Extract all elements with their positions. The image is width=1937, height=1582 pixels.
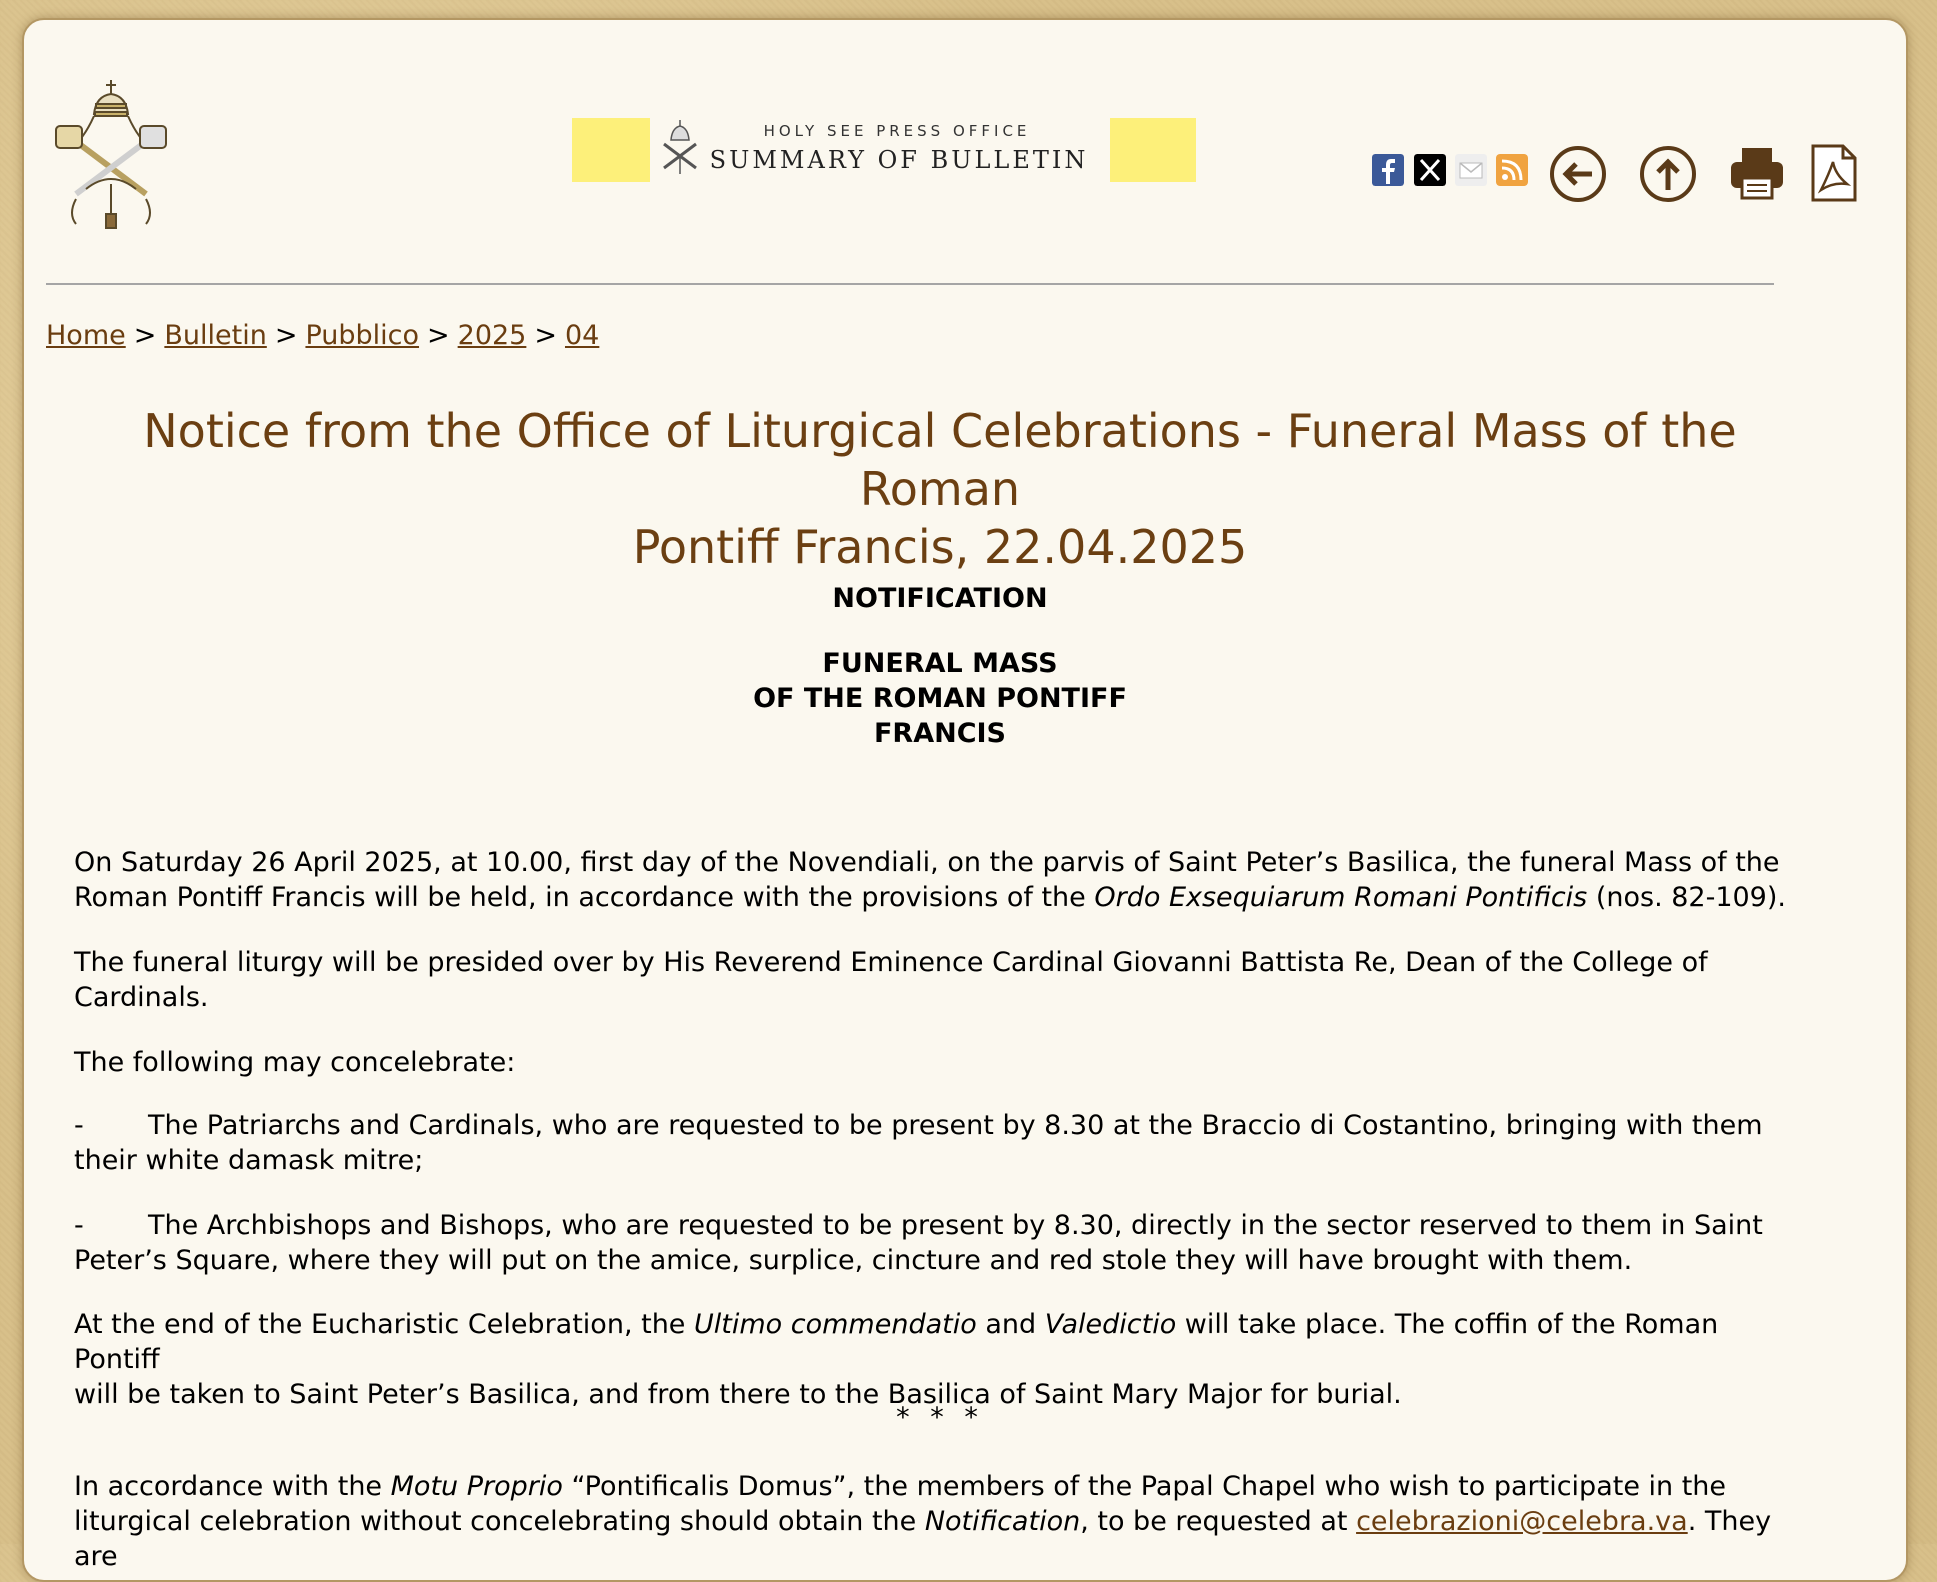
banner-highlight-left — [572, 118, 650, 182]
paragraph-4-line-2: will be taken to Saint Peter’s Basilica, and from there to the Basilica of Saint Mary Major for burial. — [74, 1379, 1402, 1410]
list-item — [74, 1108, 1794, 1178]
banner-line-2: SUMMARY OF BULLETIN — [709, 146, 1089, 174]
pdf-icon[interactable] — [1809, 144, 1859, 202]
p1-text-end: (nos. 82-109). — [1587, 882, 1786, 913]
subheading-line-2: OF THE ROMAN PONTIFF — [753, 683, 1127, 714]
list-item-line-1 — [74, 1108, 1794, 1143]
notification-heading: NOTIFICATION — [832, 583, 1048, 614]
facebook-icon[interactable] — [1372, 154, 1404, 186]
list-item-line-1 — [74, 1208, 1794, 1243]
rss-icon[interactable] — [1496, 154, 1528, 186]
email-icon[interactable] — [1455, 154, 1487, 186]
list-item-line-2: their white damask mitre; — [74, 1145, 424, 1176]
p5-italic-1: Motu Proprio — [390, 1471, 563, 1502]
breadcrumb-bulletin[interactable]: Bulletin — [164, 320, 267, 351]
p1-text: Roman Pontiff Francis will be held, in accordance with the provisions of the — [74, 882, 1095, 913]
paragraph-2 — [74, 945, 1794, 1015]
paragraph-1-line-1: On Saturday 26 April 2025, at 10.00, first day of the Novendiali, on the parvis of Saint Peter’s Basilica, the funeral Mass of the — [74, 847, 1780, 878]
page-title-line-2: Pontiff Francis, 22.04.2025 — [632, 520, 1248, 574]
breadcrumb-separator: > — [133, 320, 157, 351]
press-office-banner[interactable] — [572, 118, 1196, 184]
paragraph-5-line-2 — [74, 1504, 1794, 1574]
p5-text-2: “Pontificalis Domus”, the members of the Papal Chapel who wish to participate in the — [562, 1471, 1727, 1502]
p4-text: At the end of the Eucharistic Celebration, the — [74, 1309, 694, 1340]
paragraph-1-line-2 — [74, 880, 1794, 915]
banner-line-1: HOLY SEE PRESS OFFICE — [763, 122, 1031, 140]
subheading-line-1: FUNERAL MASS — [822, 648, 1058, 679]
top-icon[interactable] — [1638, 144, 1698, 204]
p5-text-5: . They are — [74, 1506, 1772, 1572]
breadcrumb-year[interactable]: 2025 — [457, 320, 527, 351]
subheading-line-3: FRANCIS — [873, 718, 1007, 749]
x-icon[interactable] — [1414, 154, 1446, 186]
p5-text-3: liturgical celebration without concelebrating should obtain the — [74, 1506, 925, 1537]
breadcrumb-separator: > — [534, 320, 557, 351]
banner-highlight-right — [1110, 118, 1196, 182]
p4-italic-2: Valedictio — [1044, 1309, 1177, 1340]
breadcrumb-month[interactable]: 04 — [564, 320, 600, 351]
papal-emblem-logo[interactable] — [46, 74, 176, 234]
email-link[interactable]: celebrazioni@celebra.va — [1356, 1506, 1688, 1537]
bullet-2-text: The Archbishops and Bishops, who are requested to be present by 8.30, directly in the sector reserved to them in Saint — [148, 1210, 1763, 1241]
funeral-mass-subheading — [80, 646, 1800, 751]
paragraph-2-line-1: The funeral liturgy will be presided over by His Reverend Eminence Cardinal Giovanni Battista Re, Dean of the College of — [74, 947, 1708, 978]
paragraph-3: The following may concelebrate: — [74, 1047, 516, 1078]
paragraph-1 — [74, 845, 1794, 915]
bullet-dash: - — [74, 1210, 84, 1241]
paragraph-4-line-1 — [74, 1307, 1794, 1377]
paragraph-5 — [74, 1469, 1794, 1574]
print-icon[interactable] — [1728, 144, 1786, 202]
section-separator: * * * — [896, 1402, 984, 1433]
header-divider — [46, 283, 1774, 285]
p4-italic-1: Ultimo commendatio — [694, 1309, 977, 1340]
breadcrumb-pubblico[interactable]: Pubblico — [305, 320, 420, 351]
paragraph-4 — [74, 1307, 1794, 1412]
p4-and: and — [976, 1309, 1045, 1340]
breadcrumb-separator: > — [427, 320, 450, 351]
list-item-line-2: Peter’s Square, where they will put on the amice, surplice, cincture and red stole they will have brought with them. — [74, 1245, 1633, 1276]
breadcrumb-separator: > — [274, 320, 298, 351]
paragraph-5-line-1 — [74, 1469, 1794, 1504]
paragraph-2-line-2: Cardinals. — [74, 982, 209, 1013]
breadcrumb-home[interactable]: Home — [46, 320, 126, 351]
p5-italic-2: Notification — [924, 1506, 1081, 1537]
back-icon[interactable] — [1548, 144, 1608, 204]
p1-italic: Ordo Exsequiarum Romani Pontificis — [1094, 882, 1588, 913]
p5-text: In accordance with the — [74, 1471, 391, 1502]
mini-emblem-icon — [656, 118, 704, 178]
bullet-1-text: The Patriarchs and Cardinals, who are requested to be present by 8.30 at the Braccio di Costantino, bringing with them — [148, 1110, 1763, 1141]
bullet-dash: - — [74, 1110, 84, 1141]
list-item — [74, 1208, 1794, 1278]
p5-text-4: , to be requested at — [1080, 1506, 1357, 1537]
page-title — [80, 402, 1800, 576]
p4-text-end: will take place. The coffin of the Roman Pontiff — [74, 1309, 1719, 1375]
breadcrumb — [46, 320, 599, 351]
page-title-line-1: Notice from the Office of Liturgical Celebrations - Funeral Mass of the Roman — [143, 404, 1737, 516]
